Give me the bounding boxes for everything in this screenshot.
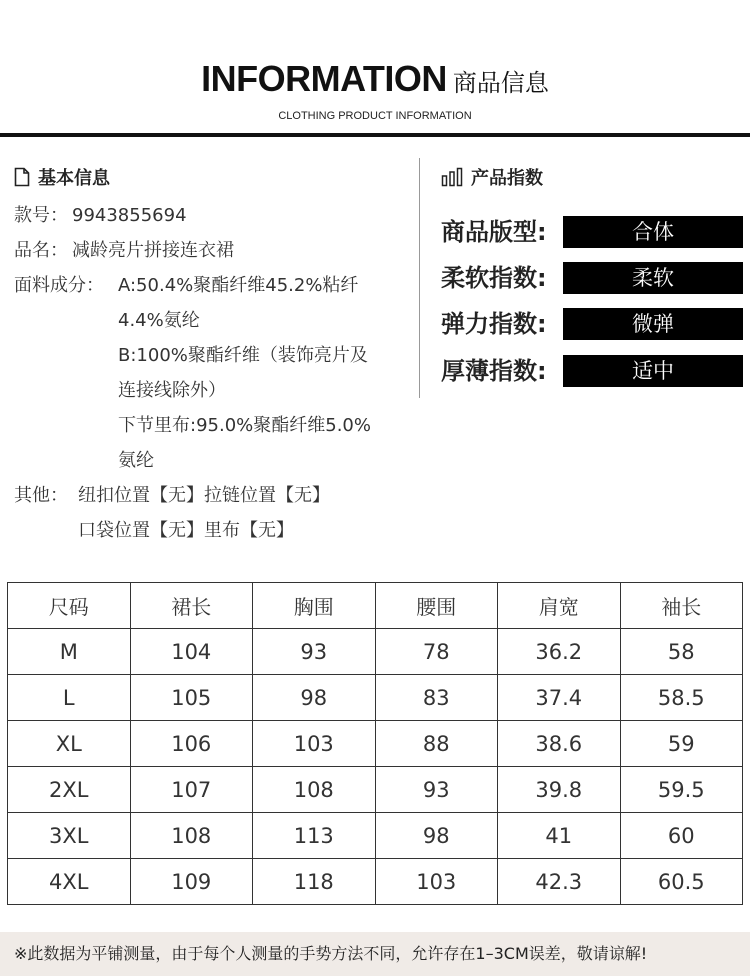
fabric-line: 下节里布:95.0%聚酯纤维5.0% (118, 415, 371, 436)
table-cell: 103 (253, 721, 376, 767)
table-cell: 3XL (8, 813, 131, 859)
table-cell: 118 (253, 859, 376, 905)
title-row (0, 58, 750, 100)
table-row (8, 767, 743, 813)
header-cell: 肩宽 (498, 583, 621, 629)
product-name-label: 品名： (14, 240, 68, 261)
table-cell: 93 (375, 767, 498, 813)
table-cell: 107 (130, 767, 253, 813)
other-line: 口袋位置【无】里布【无】 (78, 520, 294, 541)
other-line: 纽扣位置【无】拉链位置【无】 (78, 485, 330, 506)
header-divider (0, 133, 750, 137)
size-table (7, 582, 743, 905)
title-chinese: 商品信息 (452, 69, 549, 97)
table-row (8, 675, 743, 721)
table-row (8, 721, 743, 767)
basic-info-heading (14, 164, 110, 190)
elasticity-label: 弹力指数: (441, 310, 547, 338)
product-index-title: 产品指数 (471, 168, 543, 189)
fit-label: 商品版型: (441, 218, 547, 246)
table-cell: 98 (253, 675, 376, 721)
elasticity-value: 微弹 (563, 308, 743, 340)
table-cell: 106 (130, 721, 253, 767)
other-label: 其他： (14, 485, 68, 506)
table-cell: 83 (375, 675, 498, 721)
product-index-heading (441, 164, 543, 190)
table-cell: 108 (253, 767, 376, 813)
product-name-value: 减龄亮片拼接连衣裙 (72, 240, 234, 261)
table-cell: 88 (375, 721, 498, 767)
header-cell: 裙长 (130, 583, 253, 629)
document-icon (14, 167, 30, 187)
fabric-line: 连接线除外） (118, 380, 226, 401)
table-row (8, 859, 743, 905)
table-cell: 38.6 (498, 721, 621, 767)
table-cell: 42.3 (498, 859, 621, 905)
table-cell: 108 (130, 813, 253, 859)
table-cell: 41 (498, 813, 621, 859)
table-cell: 60 (620, 813, 743, 859)
table-cell: 78 (375, 629, 498, 675)
measurement-note-bar (0, 932, 750, 976)
table-cell: 98 (375, 813, 498, 859)
title-english: INFORMATION (201, 58, 447, 99)
table-cell: 37.4 (498, 675, 621, 721)
header-cell: 尺码 (8, 583, 131, 629)
table-cell: L (8, 675, 131, 721)
measurement-note: ※此数据为平铺测量，由于每个人测量的手势方法不同，允许存在1–3CM误差，敬请谅解! (14, 944, 648, 963)
fabric-line: 氨纶 (118, 450, 154, 471)
thickness-value: 适中 (563, 355, 743, 387)
table-cell: 36.2 (498, 629, 621, 675)
softness-label: 柔软指数: (441, 264, 547, 292)
bar-chart-icon (441, 167, 463, 187)
table-cell: 103 (375, 859, 498, 905)
header-cell: 腰围 (375, 583, 498, 629)
table-cell: 58.5 (620, 675, 743, 721)
table-header-row (8, 583, 743, 629)
table-cell: 105 (130, 675, 253, 721)
thickness-label: 厚薄指数: (441, 357, 547, 385)
table-cell: 39.8 (498, 767, 621, 813)
table-cell: 60.5 (620, 859, 743, 905)
table-cell: 104 (130, 629, 253, 675)
header-cell: 袖长 (620, 583, 743, 629)
table-cell: 59 (620, 721, 743, 767)
table-cell: XL (8, 721, 131, 767)
fit-value: 合体 (563, 216, 743, 248)
product-name-row (14, 240, 234, 262)
header-cell: 胸围 (253, 583, 376, 629)
fabric-line: B:100%聚酯纤维（装饰亮片及 (118, 345, 368, 366)
column-divider (419, 158, 420, 398)
table-row (8, 629, 743, 675)
style-number-value: 9943855694 (72, 205, 187, 226)
fabric-line: A:50.4%聚酯纤维45.2%粘纤 (118, 275, 359, 296)
table-cell: 109 (130, 859, 253, 905)
table-cell: 59.5 (620, 767, 743, 813)
page-header (0, 0, 750, 137)
table-cell: 93 (253, 629, 376, 675)
fabric-line: 4.4%氨纶 (118, 310, 200, 331)
table-cell: 2XL (8, 767, 131, 813)
softness-value: 柔软 (563, 262, 743, 294)
table-cell: 58 (620, 629, 743, 675)
style-number-label: 款号： (14, 205, 68, 226)
style-number-row (14, 205, 187, 227)
table-row (8, 813, 743, 859)
subtitle: CLOTHING PRODUCT INFORMATION (278, 110, 472, 122)
table-cell: M (8, 629, 131, 675)
table-cell: 4XL (8, 859, 131, 905)
basic-info-title: 基本信息 (38, 168, 110, 189)
fabric-label: 面料成分： (14, 275, 104, 296)
table-cell: 113 (253, 813, 376, 859)
